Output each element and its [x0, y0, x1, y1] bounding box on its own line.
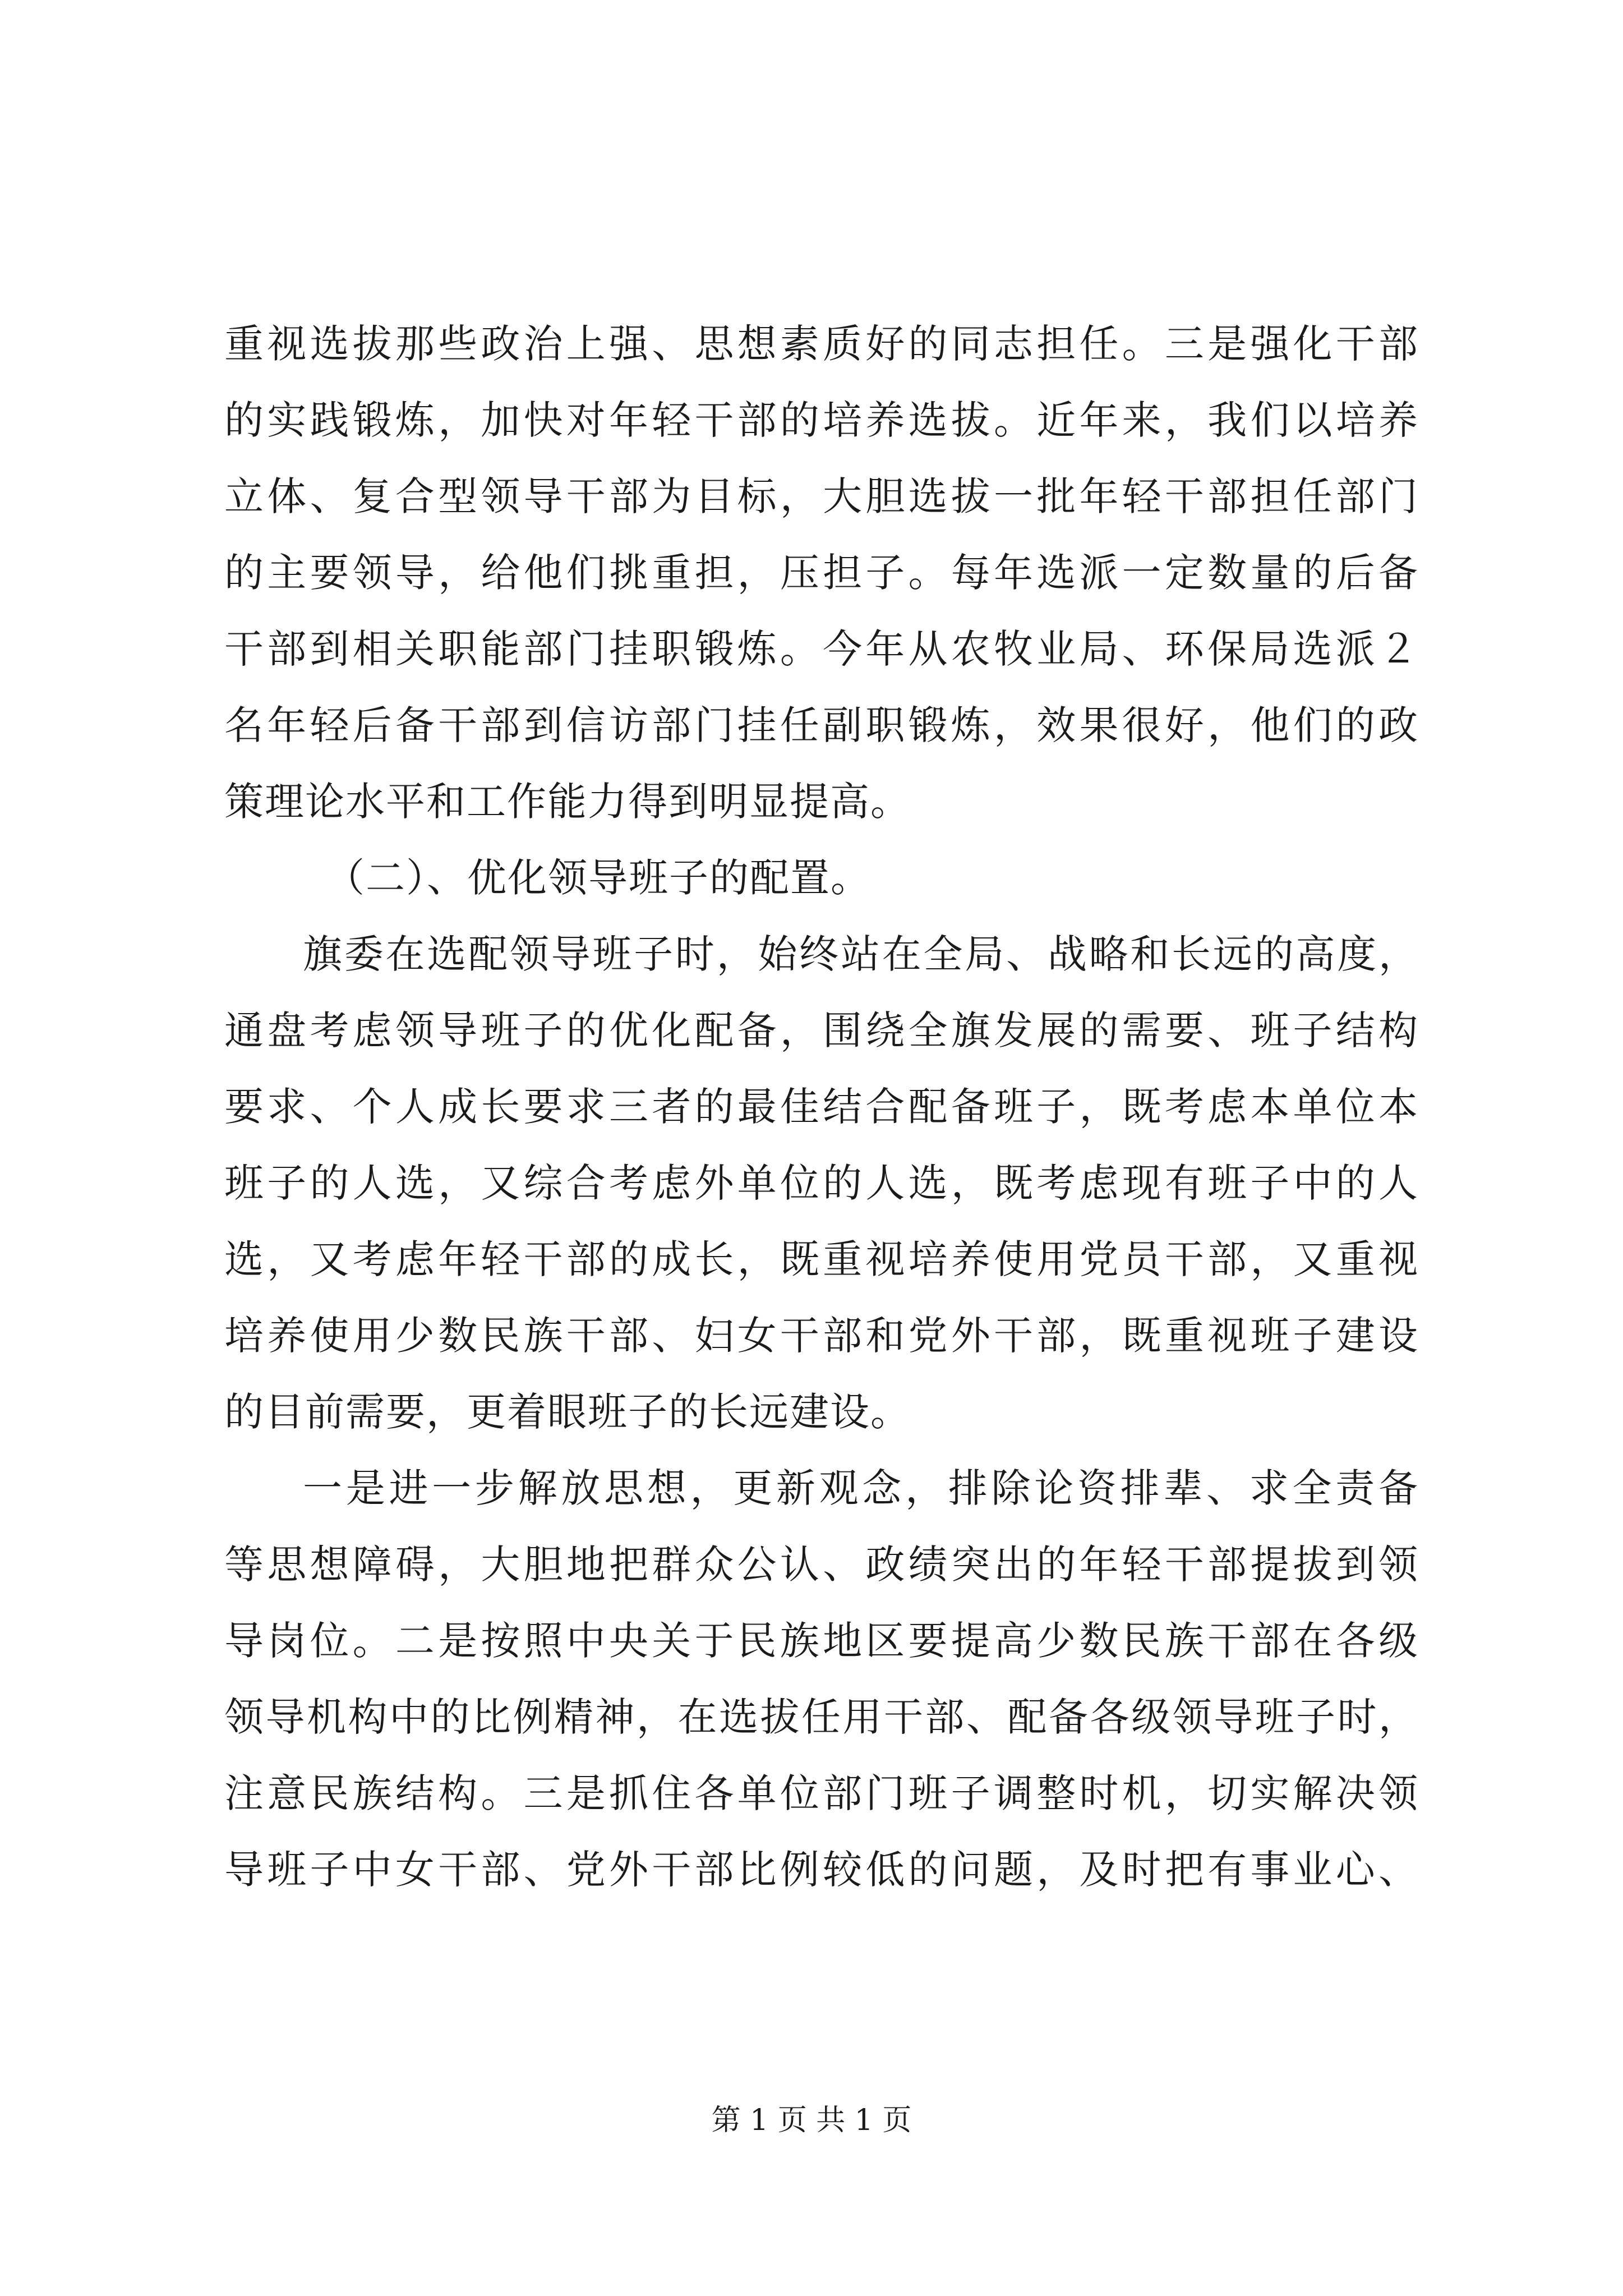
text-line: 的实践锻炼，加快对年轻干部的培养选拔。近年来，我们以培养: [224, 397, 1419, 443]
text-line: 名年轻后备干部到信访部门挂任副职锻炼，效果很好，他们的政: [224, 702, 1419, 748]
text-line: 策理论水平和工作能力得到明显提高。: [224, 779, 911, 825]
text-line: 注意民族结构。三是抓住各单位部门班子调整时机，切实解决领: [224, 1770, 1419, 1816]
text-line: 旗委在选配领导班子时，始终站在全局、战略和长远的高度，: [303, 931, 1419, 977]
text-line: 的主要领导，给他们挑重担，压担子。每年选派一定数量的后备: [224, 550, 1419, 596]
text-line: 重视选拔那些政治上强、思想素质好的同志担任。三是强化干部: [224, 321, 1419, 367]
text-line: 要求、个人成长要求三者的最佳结合配备班子，既考虑本单位本: [224, 1084, 1419, 1130]
text-line: 导岗位。二是按照中央关于民族地区要提高少数民族干部在各级: [224, 1618, 1419, 1664]
text-line: 一是进一步解放思想，更新观念，排除论资排辈、求全责备: [303, 1465, 1419, 1511]
text-line: 领导机构中的比例精神，在选拔任用干部、配备各级领导班子时，: [224, 1694, 1419, 1740]
page-footer: 第 1 页 共 1 页: [711, 2104, 912, 2137]
text-line: 的目前需要，更着眼班子的长远建设。: [224, 1389, 911, 1435]
text-line: 通盘考虑领导班子的优化配备，围绕全旗发展的需要、班子结构: [224, 1007, 1419, 1053]
document-body: [224, 306, 1419, 1908]
text-line: 培养使用少数民族干部、妇女干部和党外干部，既重视班子建设: [224, 1313, 1419, 1359]
text-line: 选，又考虑年轻干部的成长，既重视培养使用党员干部，又重视: [224, 1236, 1419, 1282]
text-line: 导班子中女干部、党外干部比例较低的问题，及时把有事业心、: [224, 1847, 1419, 1893]
section-heading: （二）、优化领导班子的配置。: [325, 855, 871, 901]
text-line: 干部到相关职能部门挂职锻炼。今年从农牧业局、环保局选派２: [224, 626, 1419, 672]
text-line: 等思想障碍，大胆地把群众公认、政绩突出的年轻干部提拔到领: [224, 1542, 1419, 1588]
text-line: 立体、复合型领导干部为目标，大胆选拔一批年轻干部担任部门: [224, 473, 1419, 519]
text-line: 班子的人选，又综合考虑外单位的人选，既考虑现有班子中的人: [224, 1160, 1419, 1206]
